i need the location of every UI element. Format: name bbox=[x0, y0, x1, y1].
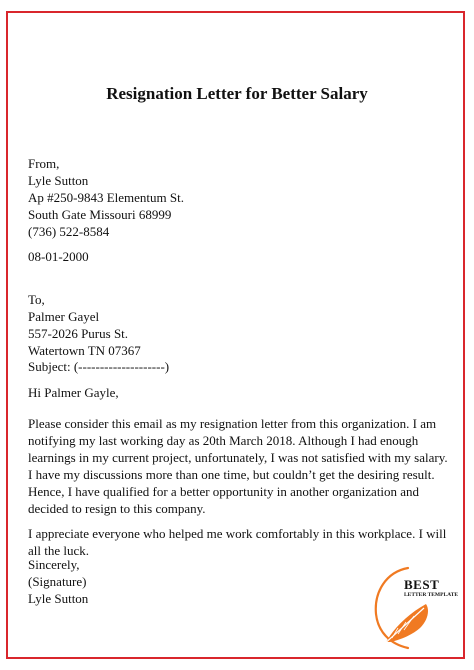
closing-block bbox=[28, 556, 88, 607]
closing-salutation: Sincerely, bbox=[28, 557, 80, 572]
closing-signature: (Signature) bbox=[28, 574, 87, 589]
sender-city: South Gate Missouri 68999 bbox=[28, 207, 172, 222]
recipient-to-label: To, bbox=[28, 292, 45, 307]
date-text: 08-01-2000 bbox=[28, 249, 89, 264]
subject-text: Subject: (--------------------) bbox=[28, 359, 170, 374]
body-paragraph-2-text: I appreciate everyone who helped me work comfortably in this workplace. I will all the luck. bbox=[28, 526, 447, 558]
sender-name: Lyle Sutton bbox=[28, 173, 89, 188]
body-paragraph-2 bbox=[28, 525, 453, 559]
body-paragraph-1-text: Please consider this email as my resignation letter from this organization. I am notifying my last working day as 20th March 2018. Although I had enough learnings in my current project, unfortunately, I was not satisfied with my salary. I have my discussions more than one time, but couldn’t get the desiring result. bbox=[28, 416, 448, 482]
letter-title: Resignation Letter for Better Salary bbox=[106, 84, 368, 103]
greeting-text: Hi Palmer Gayle, bbox=[28, 385, 119, 400]
sender-address-block bbox=[28, 155, 184, 240]
recipient-address-block bbox=[28, 291, 141, 359]
recipient-street: 557-2026 Purus St. bbox=[28, 326, 129, 341]
sender-phone: (736) 522-8584 bbox=[28, 224, 110, 239]
body-paragraph-1 bbox=[28, 415, 453, 517]
recipient-name: Palmer Gayel bbox=[28, 309, 100, 324]
sender-street: Ap #250-9843 Elementum St. bbox=[28, 190, 184, 205]
subject-line bbox=[28, 358, 169, 375]
greeting bbox=[28, 384, 119, 401]
body-paragraph-1b-text: Hence, I have qualified for a better opportunity in another organization and decided to resign to this company. bbox=[28, 484, 420, 516]
feather-icon bbox=[368, 558, 458, 650]
letter-date bbox=[28, 248, 89, 265]
logo-wordmark: BEST bbox=[404, 577, 440, 592]
sender-from-label: From, bbox=[28, 156, 60, 171]
closing-name: Lyle Sutton bbox=[28, 591, 89, 606]
recipient-city: Watertown TN 07367 bbox=[28, 343, 141, 358]
logo-subtitle: LETTER TEMPLATE bbox=[404, 592, 459, 598]
